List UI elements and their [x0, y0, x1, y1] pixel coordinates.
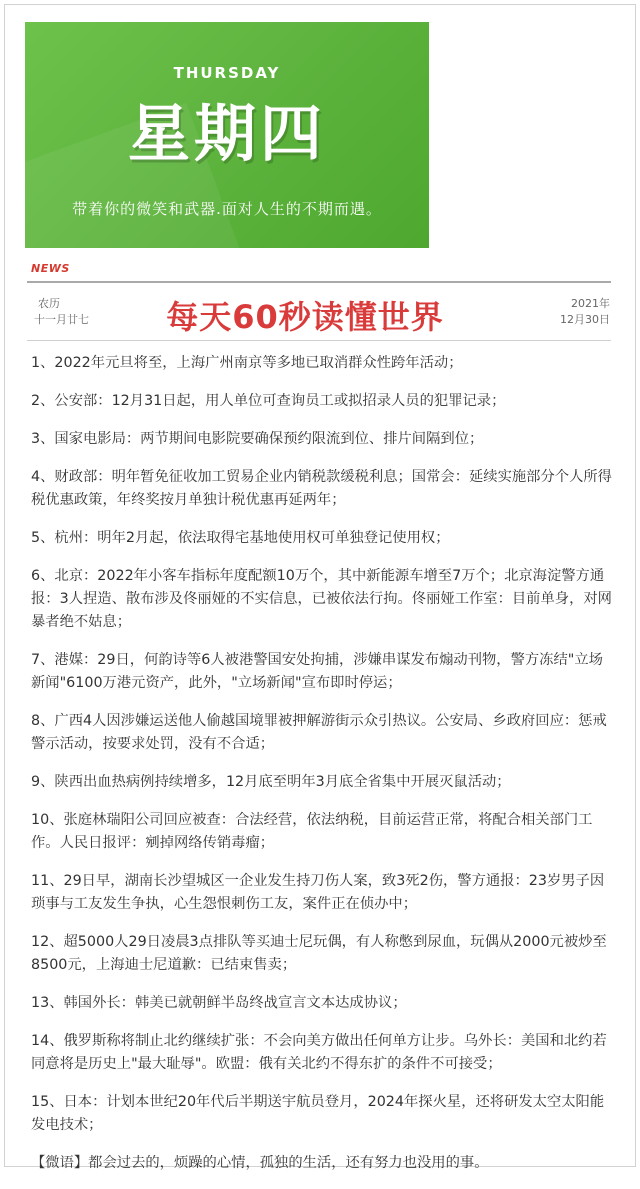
news-item-13: 13、韩国外长：韩美已就朝鲜半岛终战宣言文本达成协议；	[31, 995, 407, 1011]
news-item-7: 7、港媒：29日，何韵诗等6人被港警国安处拘捕，涉嫌串谋发布煽动刊物，警方冻结"立场新闻"6100万港元资产，此外，"立场新闻"宣布即时停运；	[31, 652, 603, 691]
banner-day-chinese: 星期四	[127, 97, 326, 170]
gregorian-date-block	[560, 296, 610, 328]
news-item-8: 8、广西4人因涉嫌运送他人偷越国境罪被押解游街示众引热议。公安局、乡政府回应：惩戒警示活动，按要求处罚，没有不合适；	[31, 713, 607, 752]
header-divider	[27, 281, 611, 283]
news-item-4: 4、财政部：明年暂免征收加工贸易企业内销税款缓税利息；国常会：延续实施部分个人所得税优惠政策，年终奖按月单独计税优惠再延两年；	[31, 469, 612, 508]
news-item-15: 15、日本：计划本世纪20年代后半期送宇航员登月，2024年探火星，还将研发太空太阳能发电技术；	[31, 1094, 605, 1133]
date-day: 12月30日	[560, 313, 610, 326]
banner-slogan: 带着你的微笑和武器.面对人生的不期而遇。	[72, 200, 382, 218]
lunar-date-block	[34, 296, 89, 328]
daily-quote: 【微语】都会过去的，烦躁的心情，孤独的生活，还有努力也没用的事。	[31, 1155, 489, 1171]
banner-day-english: THURSDAY	[173, 64, 281, 82]
news-list	[31, 352, 613, 1189]
page-title: 每天60秒读懂世界	[166, 298, 444, 336]
masthead-divider	[27, 340, 611, 341]
news-item-2: 2、公安部：12月31日起，用人单位可查询员工或拟招录人员的犯罪记录；	[31, 393, 506, 409]
news-item-9: 9、陕西出血热病例持续增多，12月底至明年3月底全省集中开展灭鼠活动；	[31, 774, 511, 790]
date-year: 2021年	[571, 297, 610, 310]
weekday-banner	[25, 22, 429, 248]
news-item-14: 14、俄罗斯称将制止北约继续扩张：不会向美方做出任何单方让步。乌外长：美国和北约若同意将是历史上"最大耻辱"。欧盟：俄有关北约不得东扩的条件不可接受；	[31, 1033, 607, 1072]
news-item-11: 11、29日早，湖南长沙望城区一企业发生持刀伤人案，致3死2伤，警方通报：23岁男子因琐事与工友发生争执，心生怨恨刺伤工友，案件正在侦办中；	[31, 873, 605, 912]
news-item-12: 12、超5000人29日凌晨3点排队等买迪士尼玩偶，有人称憋到尿血，玩偶从2000元被炒至8500元，上海迪士尼道歉：已结束售卖；	[31, 934, 607, 973]
news-item-10: 10、张庭林瑞阳公司回应被查：合法经营，依法纳税，目前运营正常，将配合相关部门工作。人民日报评：剜掉网络传销毒瘤；	[31, 812, 593, 851]
lunar-label: 农历	[38, 297, 60, 310]
news-item-3: 3、国家电影局：两节期间电影院要确保预约限流到位、排片间隔到位；	[31, 431, 484, 447]
news-item-1: 1、2022年元旦将至，上海广州南京等多地已取消群众性跨年活动；	[31, 355, 463, 371]
lunar-date: 十一月廿七	[34, 313, 89, 326]
news-tag: NEWS	[31, 262, 70, 275]
news-item-6: 6、北京：2022年小客车指标年度配额10万个，其中新能源车增至7万个；北京海淀警方通报：3人捏造、散布涉及佟丽娅的不实信息，已被依法行拘。佟丽娅工作室：目前单身，对网暴者绝不姑息；	[31, 568, 612, 630]
news-item-5: 5、杭州：明年2月起，依法取得宅基地使用权可单独登记使用权；	[31, 530, 450, 546]
